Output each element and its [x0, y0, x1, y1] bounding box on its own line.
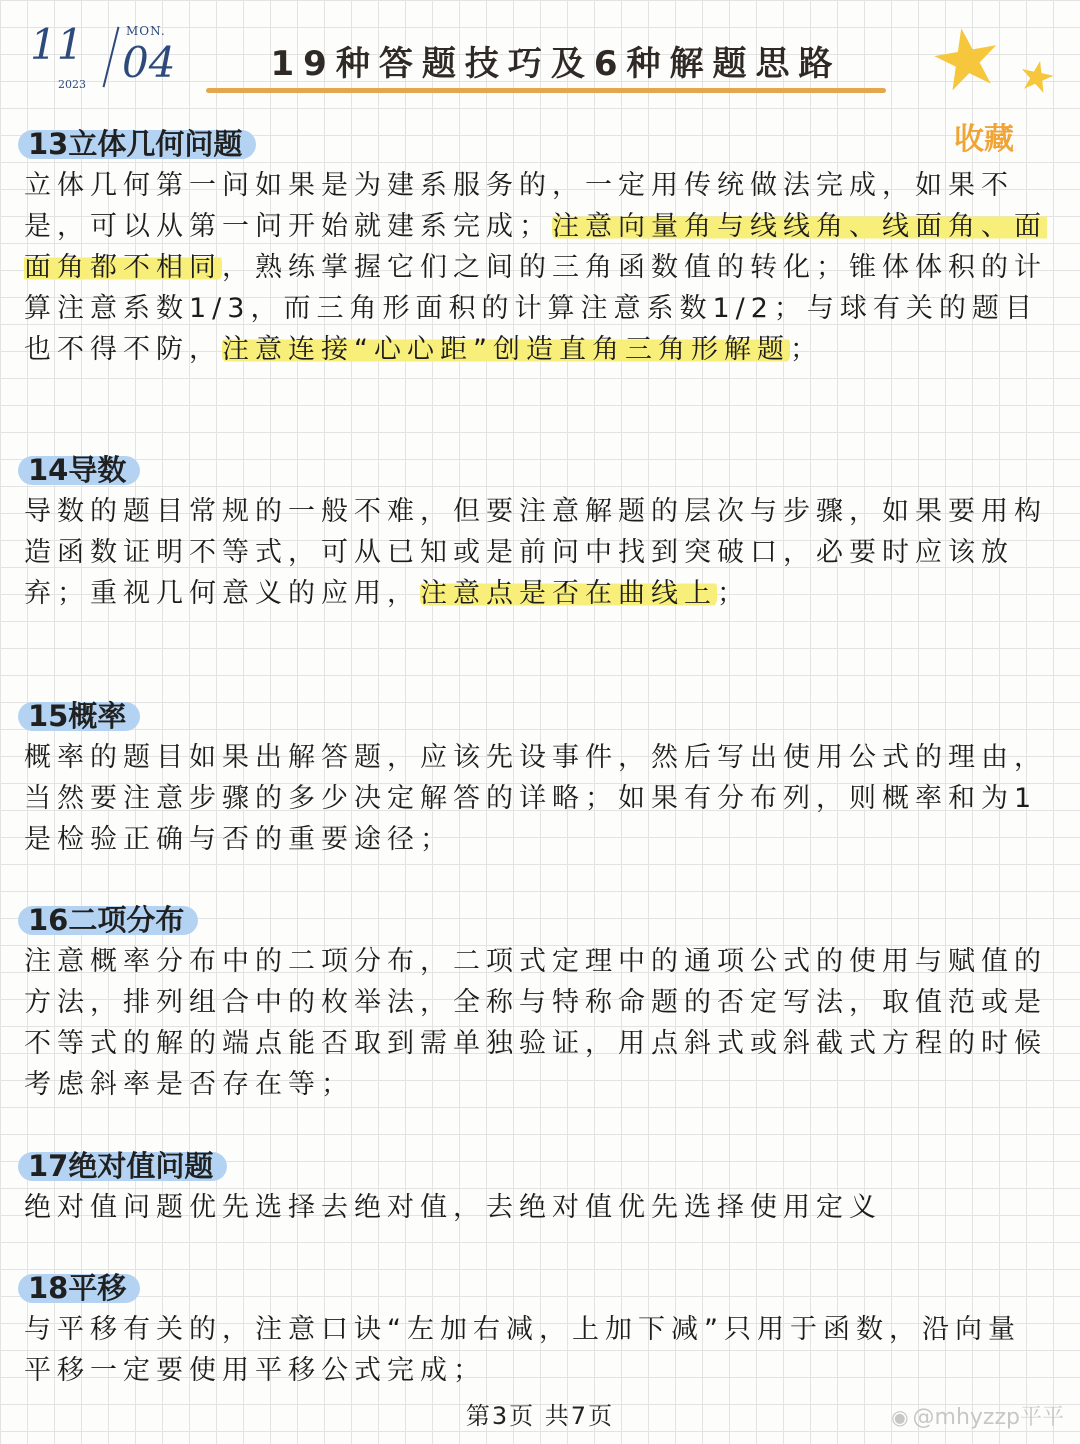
- section-solid-geometry: [24, 122, 1048, 370]
- section-derivative: [24, 448, 1048, 614]
- title-underline: [206, 88, 886, 93]
- page-number: 第3页 共7页: [465, 1402, 615, 1430]
- highlight: 注意连接“心心距”创造直角三角形解题: [222, 334, 790, 365]
- section-body: 注意概率分布中的二项分布，二项式定理中的通项公式的使用与赋值的方法，排列组合中的枚举法，全称与特称命题的否定写法，取值范或是不等式的解的端点能否取到需单独验证，用点斜式或斜截式方程的时候考虑斜率是否存在等；: [24, 946, 1047, 1100]
- date-month: 11: [30, 20, 84, 69]
- section-translation: [24, 1266, 1048, 1391]
- section-heading: 18平移: [18, 1266, 140, 1307]
- section-body: 绝对值问题优先选择去绝对值，去绝对值优先选择使用定义: [24, 1192, 882, 1223]
- watermark: [891, 1400, 1064, 1431]
- star-icon: ★: [1013, 48, 1061, 105]
- section-absolute-value: [24, 1144, 1048, 1228]
- watermark-handle: @mhyzzp平平: [912, 1405, 1064, 1430]
- section-heading: 15概率: [18, 694, 140, 735]
- page-title: 19种答题技巧及6种解题思路: [270, 44, 842, 84]
- date-divider: [103, 27, 120, 88]
- section-heading: 14导数: [18, 448, 140, 489]
- weibo-icon: ◉: [891, 1405, 909, 1429]
- date-stamp: [28, 12, 188, 92]
- stars-decoration: [922, 6, 1072, 113]
- section-heading: 17绝对值问题: [18, 1144, 227, 1185]
- section-body: 概率的题目如果出解答题，应该先设事件，然后写出使用公式的理由，当然要注意步骤的多少决定解答的详略；如果有分布列，则概率和为1是检验正确与否的重要途径；: [24, 742, 1047, 855]
- date-weekday: MON.: [126, 24, 166, 38]
- star-icon: ★: [922, 6, 1012, 113]
- section-probability: [24, 694, 1048, 860]
- date-year: 2023: [58, 78, 86, 91]
- highlight: 注意点是否在曲线上: [420, 578, 717, 609]
- section-heading: 13立体几何问题: [18, 122, 256, 163]
- highlight: 注意向量角与线线角、线面角、面面角都不相同: [24, 211, 1047, 283]
- section-body: 立体几何第一问如果是为建系服务的，一定用传统做法完成，如果不是，可以从第一问开始就建系完成；注意向量角与线线角、线面角、面面角都不相同，熟练掌握它们之间的三角函数值的转化；锥体体积的计算注意系数1/3，而三角形面积的计算注意系数1/2；与球有关的题目也不得不防，注意连接“心心距”创造直角三角形解题；: [24, 170, 1047, 365]
- section-binomial: [24, 898, 1048, 1105]
- favorite-label: 收藏: [954, 122, 1014, 157]
- section-body: 导数的题目常规的一般不难，但要注意解题的层次与步骤，如果要用构造函数证明不等式，可从已知或是前问中找到突破口，必要时应该放弃；重视几何意义的应用，注意点是否在曲线上；: [24, 496, 1047, 609]
- section-body: 与平移有关的，注意口诀“左加右减，上加下减”只用于函数，沿向量平移一定要使用平移公式完成；: [24, 1314, 1021, 1386]
- date-day: 04: [122, 38, 176, 87]
- section-heading: 16二项分布: [18, 898, 198, 939]
